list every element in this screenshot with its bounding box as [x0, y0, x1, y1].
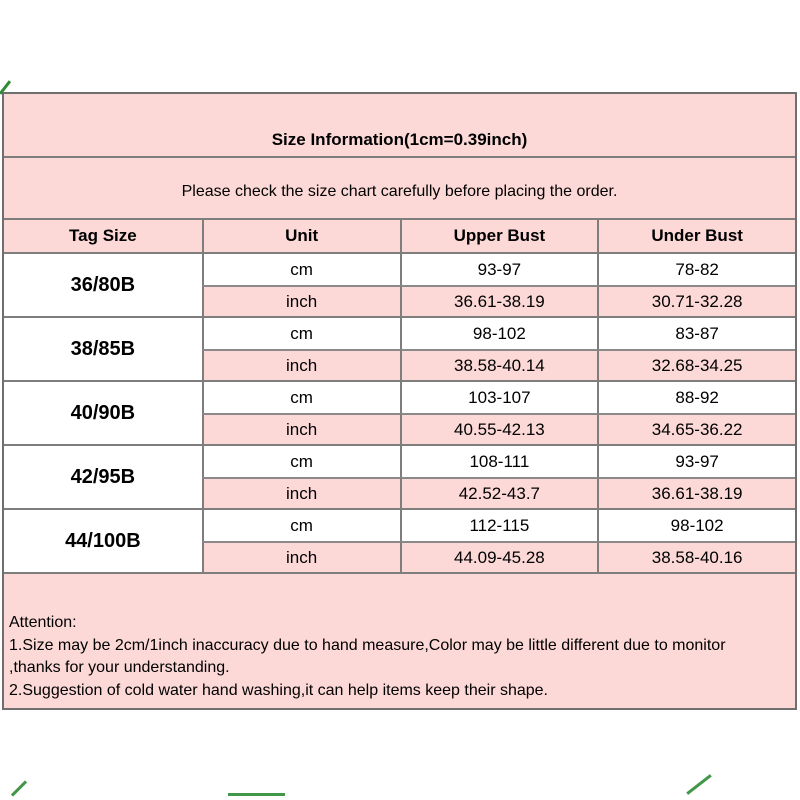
unit-cm-cell: cm: [202, 382, 400, 413]
table-row-36-80b: [4, 252, 795, 316]
unit-cm-cell: cm: [202, 510, 400, 541]
upper-bust-inch-cell: 36.61-38.19: [400, 285, 598, 316]
unit-inch-cell: inch: [202, 349, 400, 380]
under-bust-cm-cell: 78-82: [597, 254, 795, 285]
upper-bust-inch-cell: 42.52-43.7: [400, 477, 598, 508]
table-row-40-90b: [4, 380, 795, 444]
under-bust-cm-cell: 83-87: [597, 318, 795, 349]
under-bust-cm-cell: 88-92: [597, 382, 795, 413]
upper-bust-inch-cell: 38.58-40.14: [400, 349, 598, 380]
subtitle-row: [4, 156, 795, 218]
under-bust-inch-cell: 34.65-36.22: [597, 413, 795, 444]
under-bust-inch-cell: 36.61-38.19: [597, 477, 795, 508]
page-title: Size Information(1cm=0.39inch): [271, 130, 528, 149]
under-bust-inch-cell: 38.58-40.16: [597, 541, 795, 572]
unit-cm-cell: cm: [202, 446, 400, 477]
column-header-under-bust: Under Bust: [597, 220, 795, 252]
green-artifact-bottom-left: [11, 780, 27, 796]
attention-section: [4, 572, 795, 708]
column-header-upper-bust: Upper Bust: [400, 220, 598, 252]
column-header-unit: Unit: [202, 220, 400, 252]
tag-size-cell: 42/95B: [4, 446, 202, 508]
upper-bust-inch-cell: 44.09-45.28: [400, 541, 598, 572]
attention-note-2: 2.Suggestion of cold water hand washing,it can help items keep their shape.: [9, 681, 548, 699]
upper-bust-cm-cell: 103-107: [400, 382, 598, 413]
under-bust-inch-cell: 32.68-34.25: [597, 349, 795, 380]
table-row-44-100b: [4, 508, 795, 572]
table-row-38-85b: [4, 316, 795, 380]
attention-heading: Attention:: [9, 614, 77, 632]
under-bust-cm-cell: 93-97: [597, 446, 795, 477]
unit-cm-cell: cm: [202, 318, 400, 349]
unit-cm-cell: cm: [202, 254, 400, 285]
upper-bust-cm-cell: 112-115: [400, 510, 598, 541]
table-row-42-95b: [4, 444, 795, 508]
under-bust-cm-cell: 98-102: [597, 510, 795, 541]
tag-size-cell: 36/80B: [4, 254, 202, 316]
upper-bust-inch-cell: 40.55-42.13: [400, 413, 598, 444]
tag-size-cell: 38/85B: [4, 318, 202, 380]
tag-size-cell: 40/90B: [4, 382, 202, 444]
subtitle-text: Please check the size chart carefully before placing the order.: [181, 183, 618, 200]
size-chart-table: [2, 92, 797, 710]
upper-bust-cm-cell: 93-97: [400, 254, 598, 285]
green-artifact-bottom-right: [686, 774, 711, 795]
under-bust-inch-cell: 30.71-32.28: [597, 285, 795, 316]
green-artifact-bottom-center: [228, 793, 285, 796]
upper-bust-cm-cell: 98-102: [400, 318, 598, 349]
unit-inch-cell: inch: [202, 477, 400, 508]
column-header-tag-size: Tag Size: [69, 226, 137, 245]
upper-bust-cm-cell: 108-111: [400, 446, 598, 477]
tag-size-cell: 44/100B: [4, 510, 202, 572]
title-row: [4, 94, 795, 156]
unit-inch-cell: inch: [202, 541, 400, 572]
table-header-row: [4, 218, 795, 252]
unit-inch-cell: inch: [202, 285, 400, 316]
attention-note-1: 1.Size may be 2cm/1inch inaccuracy due to hand measure,Color may be little different due to monitor: [9, 636, 726, 654]
unit-inch-cell: inch: [202, 413, 400, 444]
attention-note-1-cont: ,thanks for your understanding.: [9, 659, 230, 677]
